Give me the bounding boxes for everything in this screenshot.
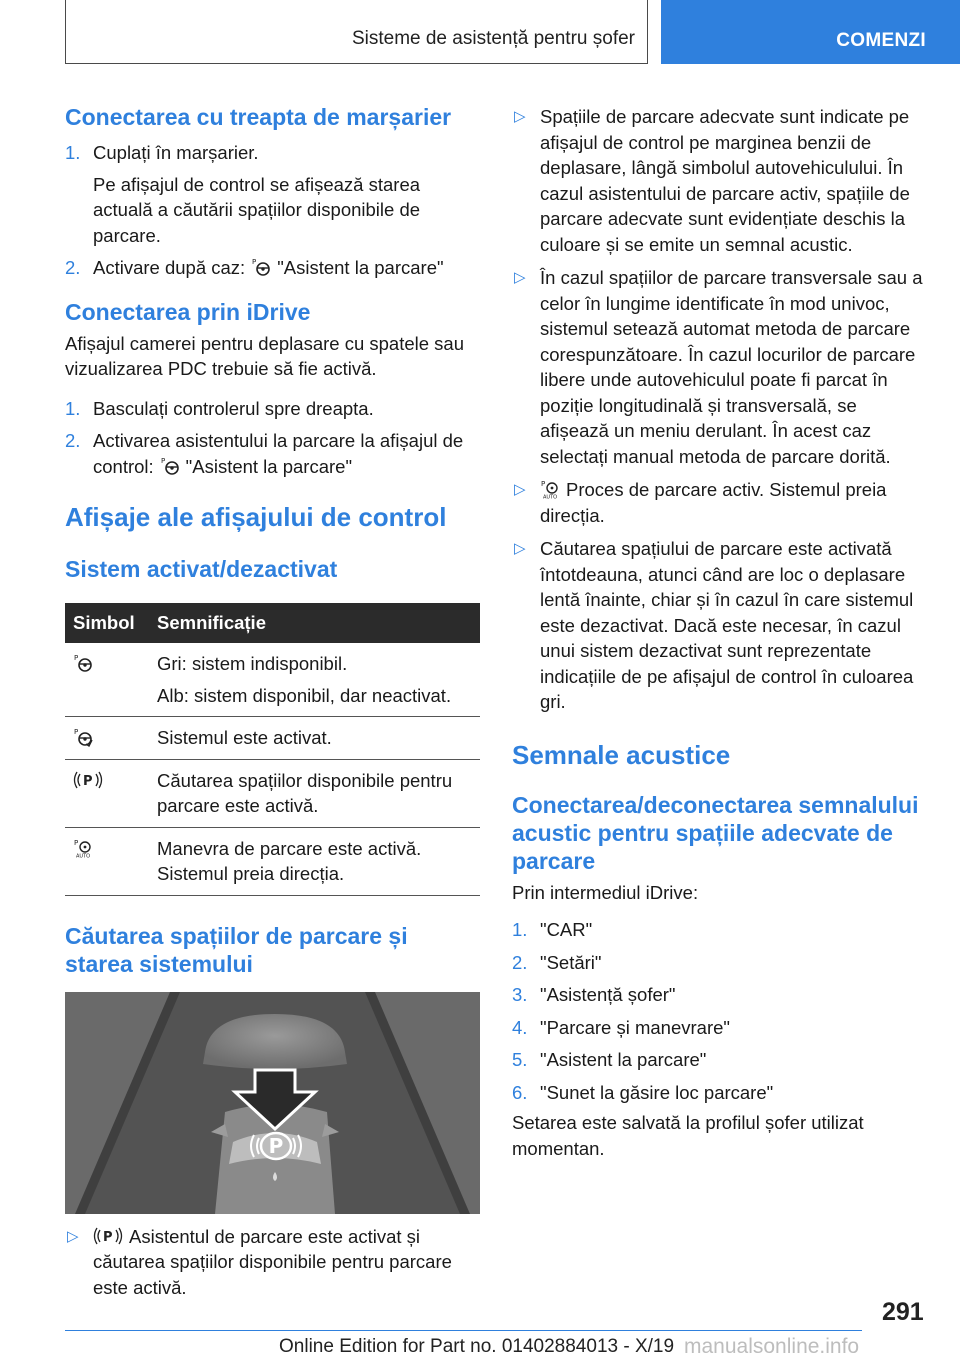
chapter-heading-sound: Semnale acustice — [512, 739, 731, 770]
chapter-heading: Afișaje ale afișajului de control — [65, 502, 447, 532]
step-number: 5. — [512, 1049, 528, 1070]
chapter-title: Sisteme de asistență pentru șofer — [351, 28, 635, 49]
svg-text:P: P — [74, 728, 79, 736]
table-header-row — [65, 603, 480, 643]
section-tab[interactable] — [661, 0, 960, 64]
parking-assist-icon — [73, 653, 93, 673]
list-item — [512, 950, 926, 976]
step-number: 1. — [65, 397, 81, 419]
bullet-text: În cazul spațiilor de parcare transversale sau a celor în lungime identificate în mod univoc, sistemul setează automat metoda de parcare corespunzătoare. În cazul locurilor de parcare libere unde autovehiculul poate fi parcat în poziție longitudinală și transversală, se afișează un meniu derulant. În acest caz selectați manual metoda de parcare dorită. — [540, 267, 923, 467]
list-item — [65, 1224, 480, 1301]
list-item — [65, 140, 480, 166]
list-item — [512, 982, 926, 1008]
column-header-meaning: Semnificație — [155, 603, 480, 643]
step-number: 1. — [512, 919, 528, 940]
step-text: Activare după caz: — [93, 257, 246, 278]
svg-text:AUTO: AUTO — [76, 853, 91, 858]
svg-text:P: P — [103, 1229, 113, 1245]
list-item — [512, 1047, 926, 1073]
svg-text:AUTO: AUTO — [543, 494, 558, 499]
bullet-marker-icon: ▷ — [514, 108, 526, 125]
parking-auto-icon — [540, 479, 560, 499]
table-row — [65, 643, 480, 717]
symbol-table — [65, 603, 480, 896]
list-item — [65, 428, 480, 479]
list-item — [512, 265, 926, 469]
page-number: 291 — [882, 1298, 924, 1326]
bullet-marker-icon: ▷ — [514, 540, 526, 557]
bullet-marker-icon: ▷ — [514, 269, 526, 286]
step-text: Cuplați în marșarier. — [93, 142, 259, 163]
table-row — [65, 717, 480, 760]
list-item — [512, 917, 926, 943]
left-column — [65, 100, 480, 1300]
step-text: Basculați controlerul spre dreapta. — [93, 397, 374, 419]
list-item — [512, 104, 926, 257]
svg-text:P: P — [252, 258, 257, 266]
section-title-search: Căutarea spațiilor de parcare și starea sistemului — [65, 922, 408, 977]
parking-auto-icon — [73, 838, 93, 858]
right-column — [512, 100, 926, 1161]
step-number: 6. — [512, 1081, 528, 1103]
step-number: 1. — [65, 142, 81, 163]
svg-text:P: P — [160, 456, 165, 465]
bullet-marker-icon: ▷ — [67, 1227, 79, 1245]
parking-search-icon — [93, 1226, 123, 1246]
photo-parking-label: P — [268, 1133, 284, 1158]
table-row — [65, 827, 480, 895]
step-subtext: Pe afișajul de control se afișează starea actuală a căutării spațiilor disponibile de parcare. — [93, 173, 421, 246]
step-text: "Sunet la găsire loc parcare" — [540, 1081, 774, 1103]
svg-text:P: P — [74, 654, 79, 662]
parking-display-photo — [65, 992, 480, 1214]
parking-assist-icon — [251, 257, 271, 277]
table-row — [65, 759, 480, 827]
step-number: 2. — [65, 257, 81, 278]
list-item — [512, 477, 926, 528]
step-text: "Setări" — [540, 951, 602, 973]
bullet-text: Spațiile de parcare adecvate sunt indicate pe afișajul de control pe marginea benzii de deplasare, lângă simbolul autovehiculului. În cazul asistentului de parcare activ, spațiile de parcare adecvate sunt evidențiate deschis la culoare și se emite un semnal acustic. — [540, 106, 910, 255]
section-tab-label: COMENZI — [836, 30, 926, 51]
step-number: 2. — [512, 951, 528, 973]
column-header-symbol: Simbol — [65, 603, 155, 643]
footer-brand[interactable]: manualsonline.info — [684, 1335, 860, 1358]
step-text: "CAR" — [540, 919, 593, 940]
parking-assist-icon — [160, 456, 180, 476]
table-cell-text: Gri: sistem indisponibil. — [157, 653, 348, 674]
list-item — [512, 1015, 926, 1041]
bullet-text: Căutarea spațiului de parcare este activată întotdeauna, atunci când are loc o deplasare lentă înainte, chiar și în cazul în care sistemul este dezactivat. Dacă este necesar, în cazul unui sistem dezactivat sunt reprezentate indicațiile de pe afișajul de control în culoarea gri. — [540, 538, 914, 712]
parking-search-icon — [73, 770, 103, 790]
table-cell-text: Manevra de parcare este activă. Sistemul preia direcția. — [157, 837, 422, 884]
table-cell-text: Sistemul este activat. — [157, 727, 332, 748]
table-cell-text: Căutarea spațiilor disponibile pentru parcare este activă. — [157, 769, 453, 816]
section-intro: Afișajul camerei pentru deplasare cu spatele sau vizualizarea PDC trebuie să fie activă. — [65, 332, 465, 379]
section-title-sound: Conectarea/deconectarea semnalului acustic pentru spațiile adecvate de parcare — [512, 791, 919, 874]
list-item — [65, 396, 480, 422]
list-item — [512, 536, 926, 715]
header-box — [65, 0, 648, 64]
footer-edition: Online Edition for Part no. 01402884013 - X/19 — [279, 1336, 675, 1357]
section-outro: Setarea este salvată la profilul șofer utilizat momentan. — [512, 1112, 864, 1159]
step-text: "Asistent la parcare" — [540, 1049, 707, 1070]
svg-text:P: P — [74, 838, 79, 847]
step-number: 2. — [65, 430, 81, 451]
bullet-text: Proces de parcare activ. Sistemul preia direcția. — [540, 479, 887, 526]
section-intro: Prin intermediul iDrive: — [512, 881, 699, 903]
svg-text:P: P — [83, 773, 93, 789]
list-item — [65, 255, 480, 281]
list-item — [512, 1080, 926, 1106]
step-text-tail: "Asistent la parcare" — [277, 257, 444, 278]
parking-assist-active-icon — [73, 727, 93, 747]
table-cell-text: Alb: sistem disponibil, dar neactivat. — [157, 684, 452, 706]
svg-text:P: P — [541, 480, 546, 488]
step-text: Activarea asistentului la parcare la afișajul de control: — [93, 430, 464, 477]
step-number: 4. — [512, 1016, 528, 1038]
step-text: "Asistență șofer" — [540, 984, 676, 1005]
section-title-idrive: Conectarea prin iDrive — [65, 298, 311, 325]
step-text-tail: "Asistent la parcare" — [185, 455, 353, 477]
section-title-status: Sistem activat/dezactivat — [65, 556, 338, 582]
step-text: "Parcare și manevrare" — [540, 1016, 730, 1038]
footer-divider — [65, 1330, 862, 1331]
step-number: 3. — [512, 984, 528, 1005]
bullet-marker-icon: ▷ — [514, 481, 526, 498]
bullet-text: Asistentul de parcare este activat și căutarea spațiilor disponibile pentru parcare este activă. — [93, 1225, 452, 1298]
section-title-reverse: Conectarea cu treapta de marșarier — [65, 104, 452, 130]
